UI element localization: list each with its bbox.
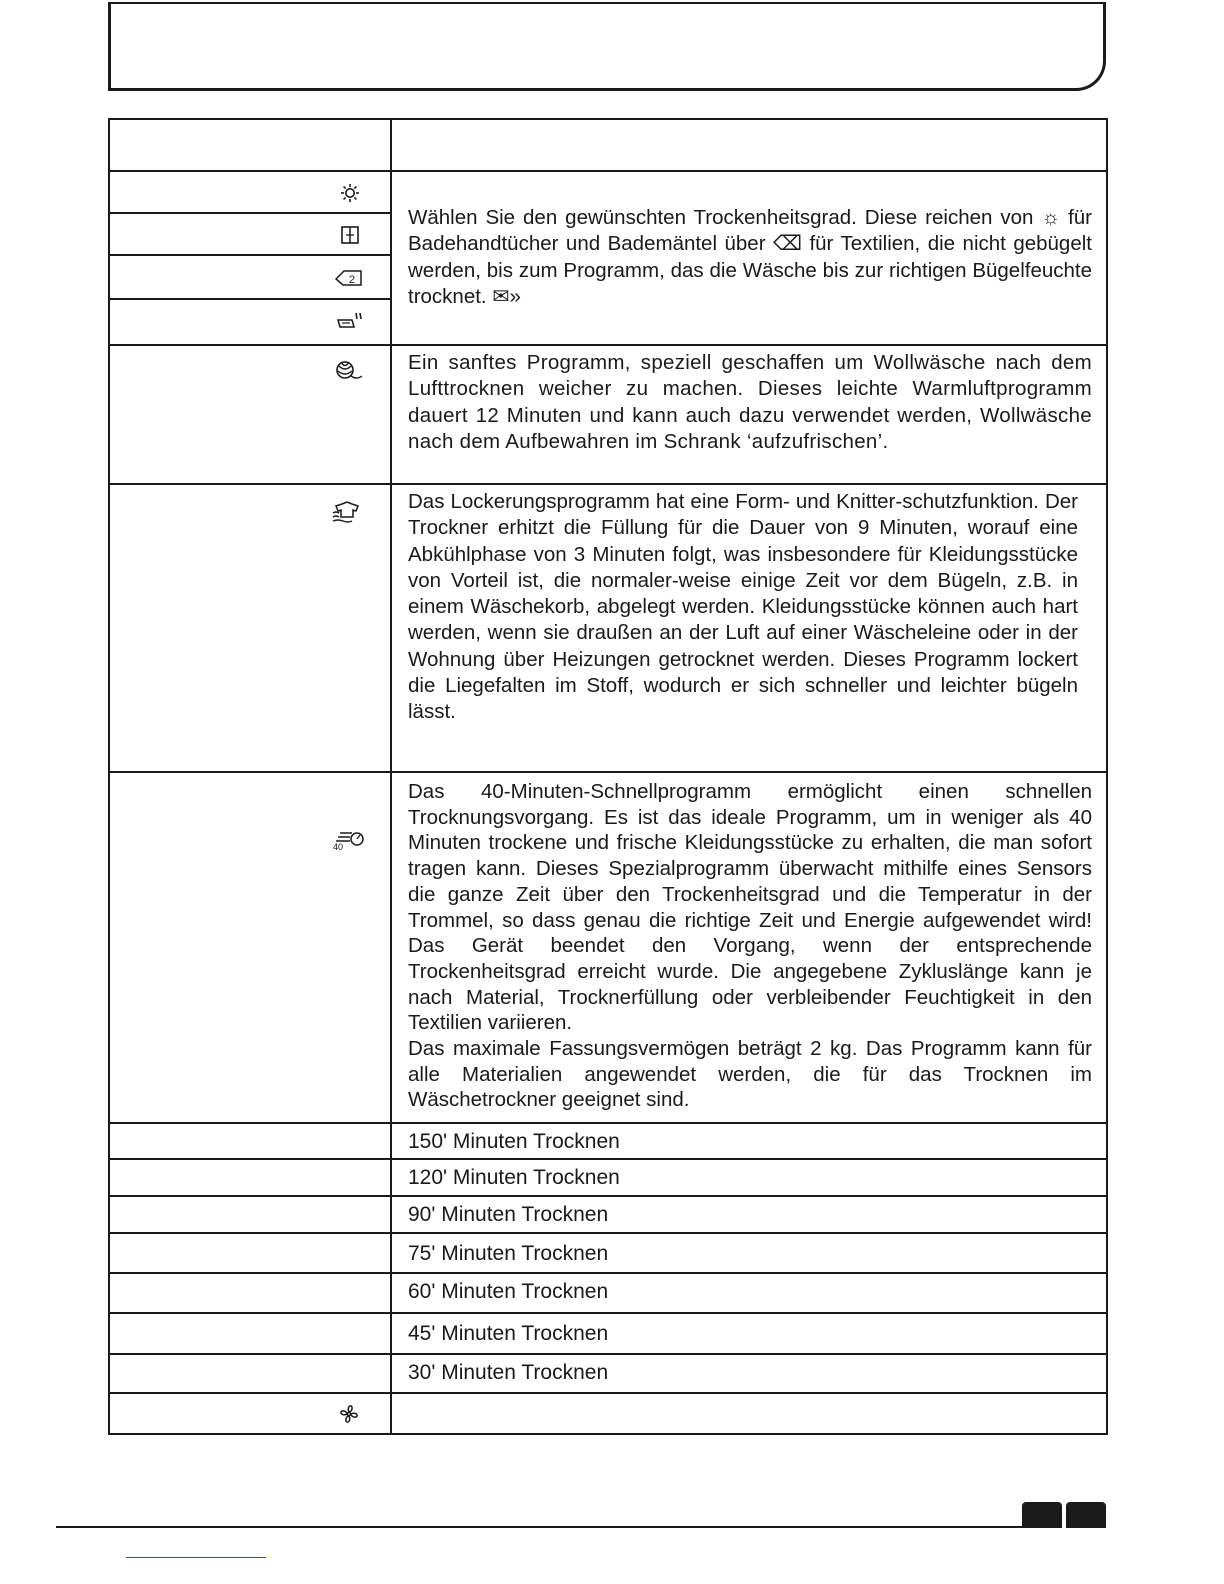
header-cell-program <box>109 119 391 171</box>
timed-description-cell <box>391 1273 1107 1313</box>
table-header-row <box>109 119 1107 171</box>
header-cell-description <box>391 119 1107 171</box>
wool-description-cell <box>391 345 1107 484</box>
table-row-timed-150 <box>109 1123 1107 1159</box>
quick-40-icon-label: 40 <box>333 842 344 851</box>
program-table <box>108 118 1108 1435</box>
quick40-paragraph-1: Das 40-Minuten-Schnellprogramm ermöglicht einen schnellen Trocknungsvorgang. Es ist das ideale Programm, um in weniger als 40 Minuten trockene und frische Kleidungsstücke zu erhalten, die man sofort tragen kann. Dieses Spezialprogramm überwacht mithilfe eines Sensors die ganze Zeit über den Trockenheitsgrad und die Temperatur in der Trommel, so dass genau die richtige Zeit und Energie aufgewendet wird! Das Gerät beendet den Vorgang, wenn der entsprechende Trockenheitsgrad erreicht wurde. Die angegebene Zykluslänge kann je nach Material, Trocknerfüllung oder verbleibender Feuchtigkeit in den Textilien variieren. <box>408 780 1092 1035</box>
timed-cell <box>109 1313 391 1354</box>
timed-description-cell <box>391 1354 1107 1393</box>
quick40-cell <box>109 772 391 1123</box>
dryness-description: Wählen Sie den gewünschten Trockenheitsgrad. Diese reichen von ☼ für Badehandtücher und Bademäntel über ⌫ für Textilien, die nicht gebügelt werden, bis zum Programm, das die Wäsche bis zur richtigen Bügelfeuchte trocknet. ✉» <box>408 206 1092 308</box>
timed-cell <box>109 1273 391 1313</box>
cupboard-icon <box>340 225 360 245</box>
page-tab-left <box>1022 1502 1062 1528</box>
fan-icon <box>338 1403 360 1425</box>
quick40-paragraph-2: Das maximale Fassungsvermögen beträgt 2 kg. Das Programm kann für alle Materialien angewendet werden, die für das Trocknen im Wäschetrockner geeignet sind. <box>408 1037 1092 1112</box>
timed-cell <box>109 1159 391 1196</box>
timed-description-cell <box>391 1123 1107 1159</box>
dryness-cell-iron-steam <box>109 299 391 345</box>
wool-cell <box>109 345 391 484</box>
table-row-timed-90 <box>109 1196 1107 1233</box>
iron-steam-icon <box>336 311 364 331</box>
dryness-cell-cupboard <box>109 213 391 255</box>
quick40-description-cell <box>391 772 1107 1123</box>
timed-description-cell <box>391 1159 1107 1196</box>
timed-60-label: 60' Minuten Trocknen <box>408 1280 609 1303</box>
dryness-cell-iron-2 <box>109 255 391 299</box>
timed-90-label: 90' Minuten Trocknen <box>408 1203 609 1226</box>
timed-75-label: 75' Minuten Trocknen <box>408 1242 609 1265</box>
page-tab-right <box>1066 1502 1106 1528</box>
table-row-timed-120 <box>109 1159 1107 1196</box>
wool-description: Ein sanftes Programm, speziell geschaffen um Wollwäsche nach dem Lufttrocknen weicher zu machen. Dieses leichte Warmluftprogramm dauert 12 Minuten und kann auch dazu verwendet werden, Wollwäsche nach dem Aufbewahren im Schrank ‘aufzufrischen’. <box>408 351 1092 453</box>
svg-text:2: 2 <box>349 274 356 286</box>
dryness-cell-extra-dry <box>109 171 391 213</box>
loosening-description-cell <box>391 484 1107 772</box>
wool-icon <box>334 356 364 382</box>
timed-description-cell <box>391 1196 1107 1233</box>
table-row-quick40 <box>109 772 1107 1123</box>
timed-120-label: 120' Minuten Trocknen <box>408 1166 620 1189</box>
timed-45-label: 45' Minuten Trocknen <box>408 1322 609 1345</box>
table-row-loosening <box>109 484 1107 772</box>
table-row-wool <box>109 345 1107 484</box>
table-row-cooling <box>109 1393 1107 1434</box>
quick40-description <box>392 773 1106 1113</box>
table-row-timed-45 <box>109 1313 1107 1354</box>
dryness-description-cell <box>391 171 1107 345</box>
timed-cell <box>109 1354 391 1393</box>
table-row-dryness-1 <box>109 171 1107 213</box>
header-box <box>108 2 1106 91</box>
timed-description-cell <box>391 1313 1107 1354</box>
timed-description-cell <box>391 1233 1107 1273</box>
footer-link-underline <box>126 1557 266 1558</box>
timed-cell <box>109 1196 391 1233</box>
timed-150-label: 150' Minuten Trocknen <box>408 1130 620 1153</box>
loosening-description: Das Lockerungsprogramm hat eine Form- und Knitter-schutzfunktion. Der Trockner erhitzt die Füllung für die Dauer von 9 Minuten, worauf eine Abkühlphase von 3 Minuten folgt, was insbesondere für Kleidungsstücke von Vorteil ist, die normaler-weise einige Zeit vor dem Bügeln, z.B. in einem Wäschekorb, abgelegt werden. Kleidungsstücke können auch hart werden, wenn sie draußen an der Luft auf einer Wäscheleine oder in der Wohnung über Heizungen getrocknet werden. Dieses Programm lockert die Liegefalten im Stoff, wodurch er sich schneller und leichter bügeln lässt. <box>408 490 1078 724</box>
cooling-cell <box>109 1393 391 1434</box>
table-row-timed-60 <box>109 1273 1107 1313</box>
loosening-cell <box>109 484 391 772</box>
table-row-timed-30 <box>109 1354 1107 1393</box>
quick-40-icon <box>332 829 366 851</box>
timed-cell <box>109 1123 391 1159</box>
table-row-timed-75 <box>109 1233 1107 1273</box>
shirt-waves-icon <box>332 501 364 525</box>
timed-cell <box>109 1233 391 1273</box>
sun-icon <box>340 183 360 203</box>
iron-2-icon <box>334 268 364 288</box>
timed-30-label: 30' Minuten Trocknen <box>408 1361 609 1384</box>
footer-divider <box>56 1526 1022 1528</box>
cooling-description-cell <box>391 1393 1107 1434</box>
